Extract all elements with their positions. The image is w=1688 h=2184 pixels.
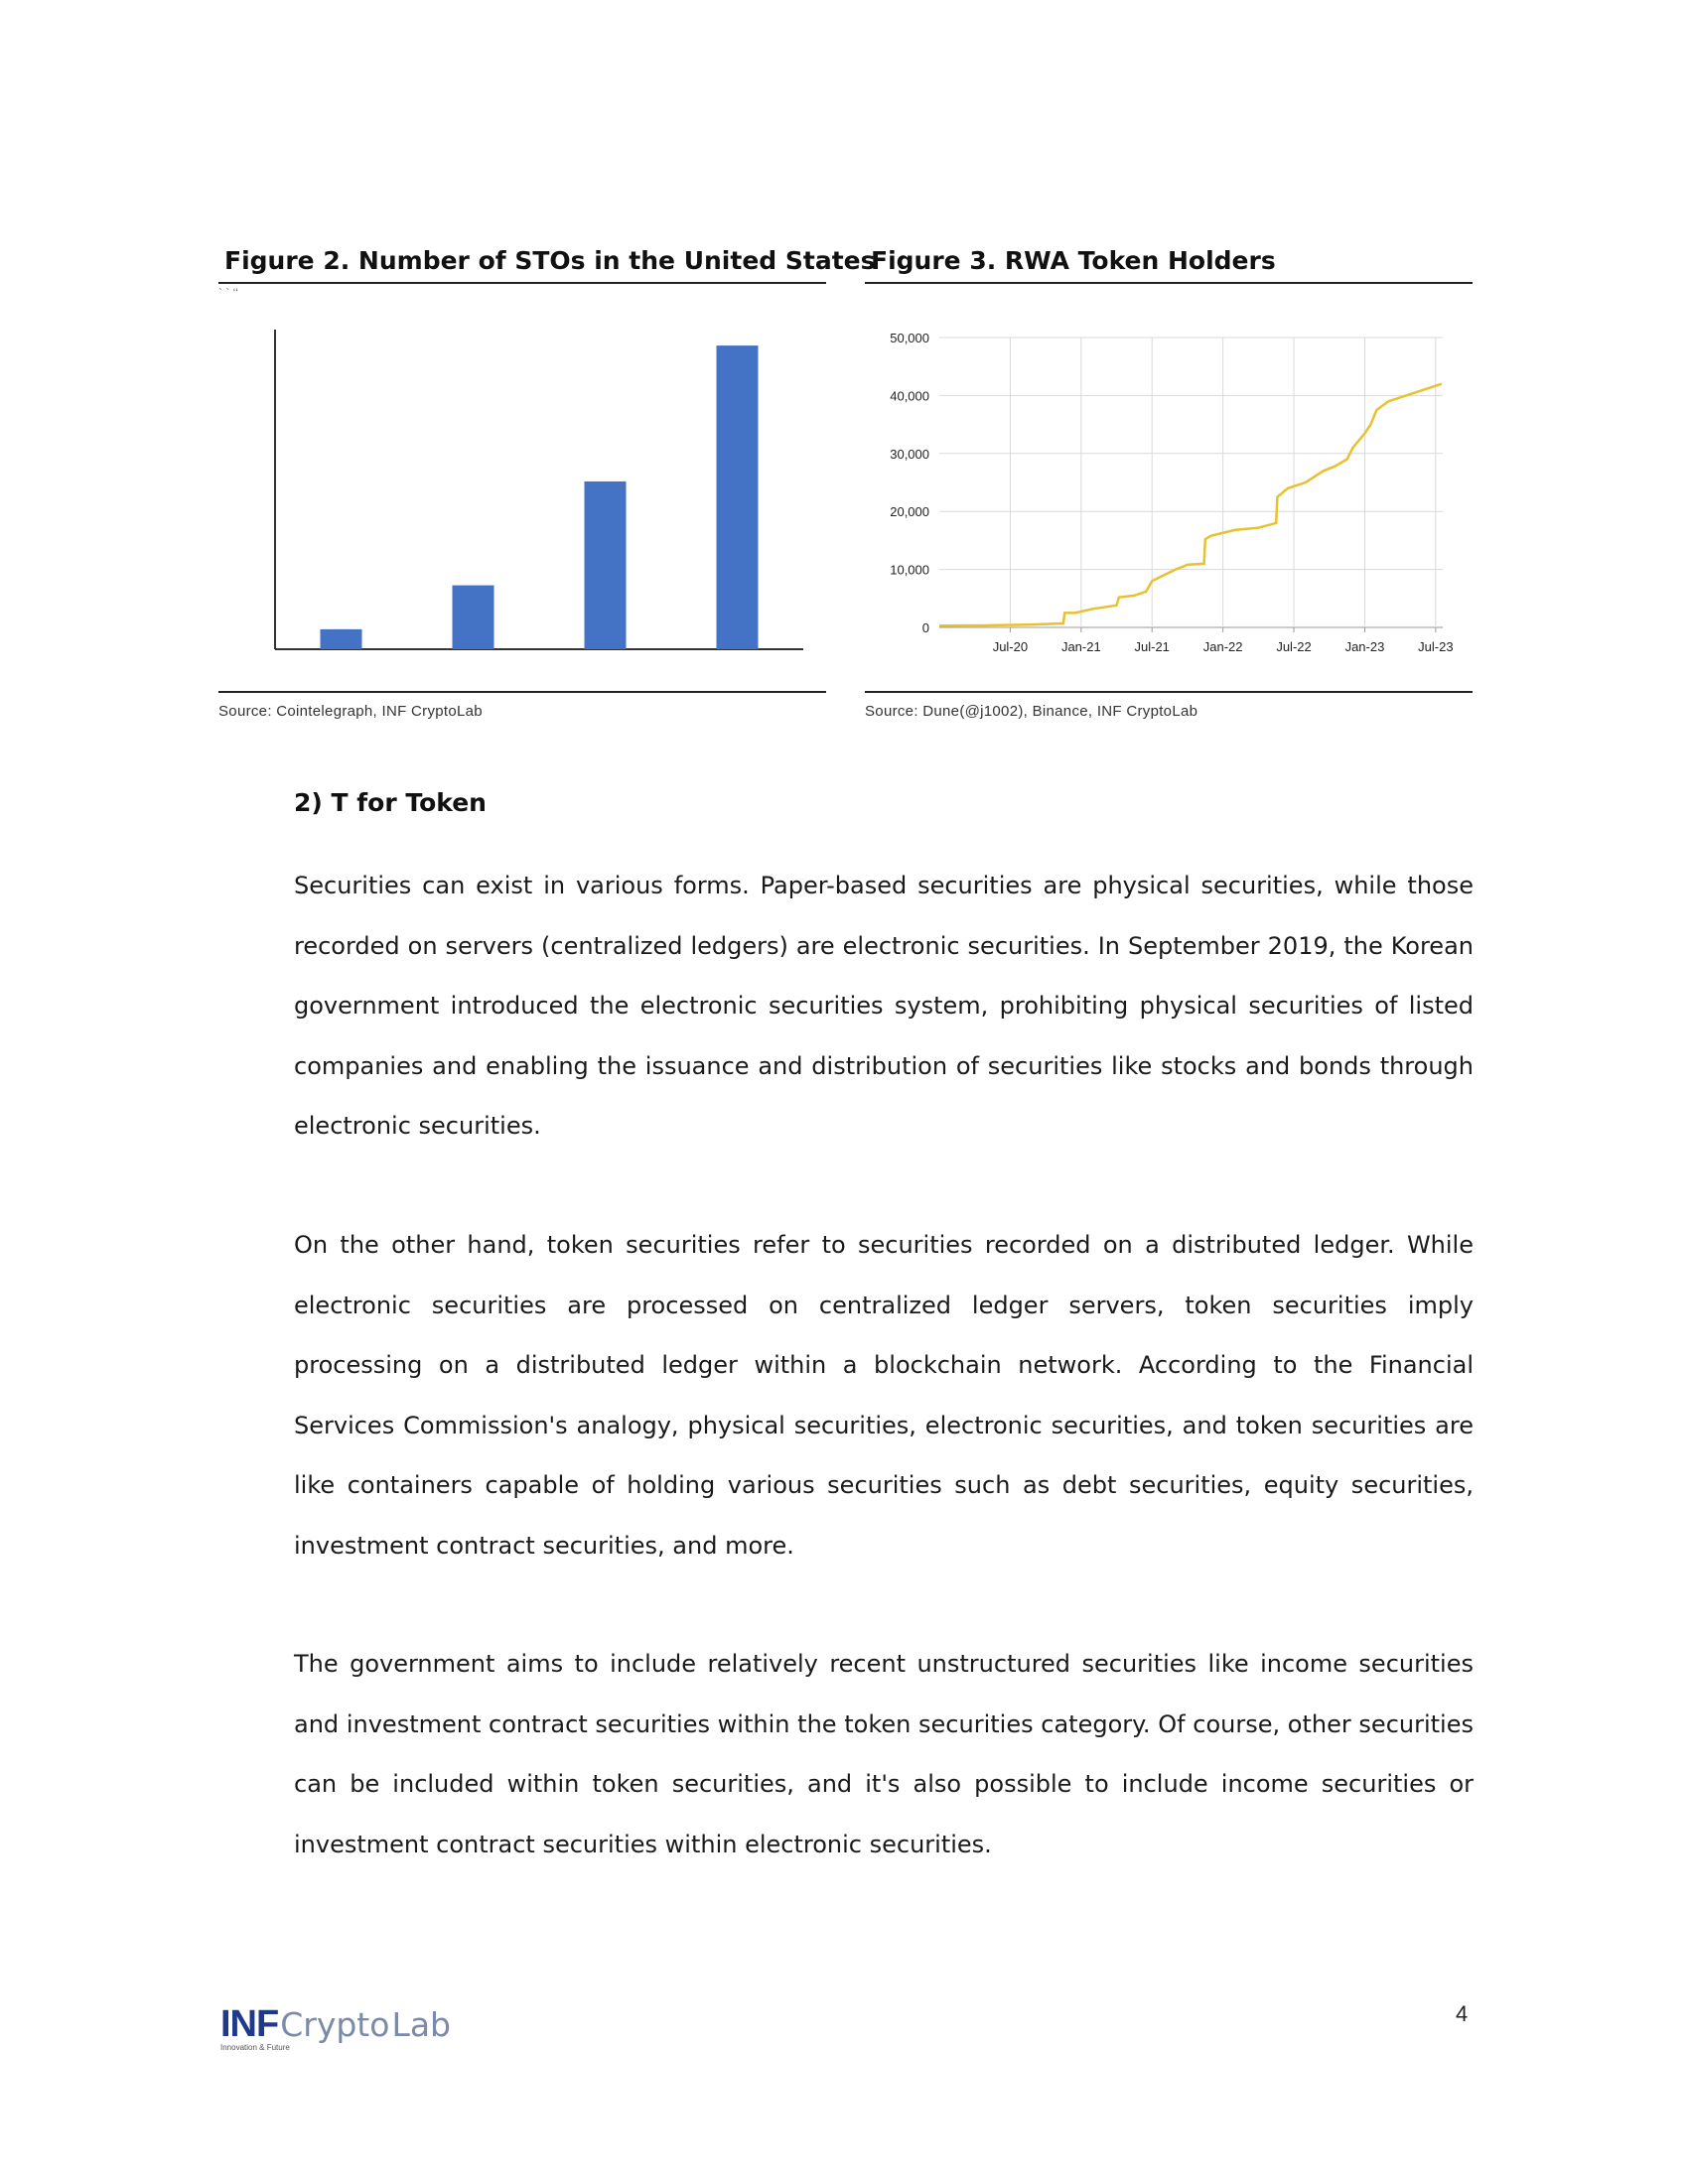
logo-inf-text: INF [220,2003,279,2045]
figure-2-bottom-rule [218,691,826,693]
y-tick-label: 0 [921,620,929,635]
sto-bar-chart [218,302,826,691]
y-tick-label: 50,000 [890,331,929,345]
x-tick-label: Jul-23 [1418,639,1454,654]
bar-1 [321,629,362,649]
figure-2 [218,246,876,720]
y-tick-label: 30,000 [890,446,929,462]
paragraph-3: The government aims to include relatively recent unstructured securities like income securities and investment contract securities within the token securities category. Of course, other securities can be included within token securities, and it's also possible to include income securities or investment contract securities within electronic securities. [294,1650,1474,1858]
bar-2 [453,586,494,649]
logo-crypto-text: Crypto [280,2005,390,2044]
figure-3-source: Source: Dune(@j1002), Binance, INF CryptoLab [865,703,1198,720]
inf-cryptolab-logo [220,2003,479,2052]
x-tick-label: Jul-21 [1134,639,1170,654]
section-heading: 2) T for Token [294,788,487,817]
figure-2-subtitle: ` ` ‘‘ [218,286,238,300]
y-tick-label: 40,000 [890,388,929,404]
logo-tagline: Innovation & Future [220,2043,290,2052]
x-tick-label: Jan-21 [1060,639,1101,654]
rwa-line-chart [865,302,1473,691]
x-tick-label: Jul-22 [1276,639,1312,654]
figure-2-source: Source: Cointelegraph, INF CryptoLab [218,703,483,720]
page-number: 4 [1456,2001,1469,2026]
figure-2-title: Figure 2. Number of STOs in the United States [218,246,826,284]
logo-lab-text: Lab [391,2005,451,2044]
bar-4 [717,345,759,649]
figure-3 [865,246,1473,720]
y-tick-label: 10,000 [890,562,929,578]
figure-2-chart-area [218,302,826,691]
x-tick-label: Jan-23 [1344,639,1385,654]
rwa-holders-series-line [939,384,1442,626]
figure-3-subtitle-spacer [865,284,1473,302]
bar-3 [585,481,627,649]
figure-3-title: Figure 3. RWA Token Holders [865,246,1473,284]
figure-3-bottom-rule [865,691,1473,693]
figure-3-chart-area [865,302,1473,691]
x-tick-label: Jul-20 [992,639,1029,654]
y-tick-label: 20,000 [890,504,929,520]
x-tick-label: Jan-22 [1202,639,1243,654]
paragraph-2: On the other hand, token securities refer to securities recorded on a distributed ledger. While electronic securities are processed on centralized ledger servers, token securities imply processing on a distributed ledger within a blockchain network. According to the Financial Services Commission's analogy, physical securities, electronic securities, and token securities are like containers capable of holding various securities such as debt securities, equity securities, investment contract securities, and more. [294,1231,1474,1560]
paragraph-1: Securities can exist in various forms. Paper-based securities are physical securities, while those recorded on servers (centralized ledgers) are electronic securities. In September 2019, the Korean government introduced the electronic securities system, prohibiting physical securities of listed companies and enabling the issuance and distribution of securities like stocks and bonds through electronic securities. [294,872,1474,1140]
